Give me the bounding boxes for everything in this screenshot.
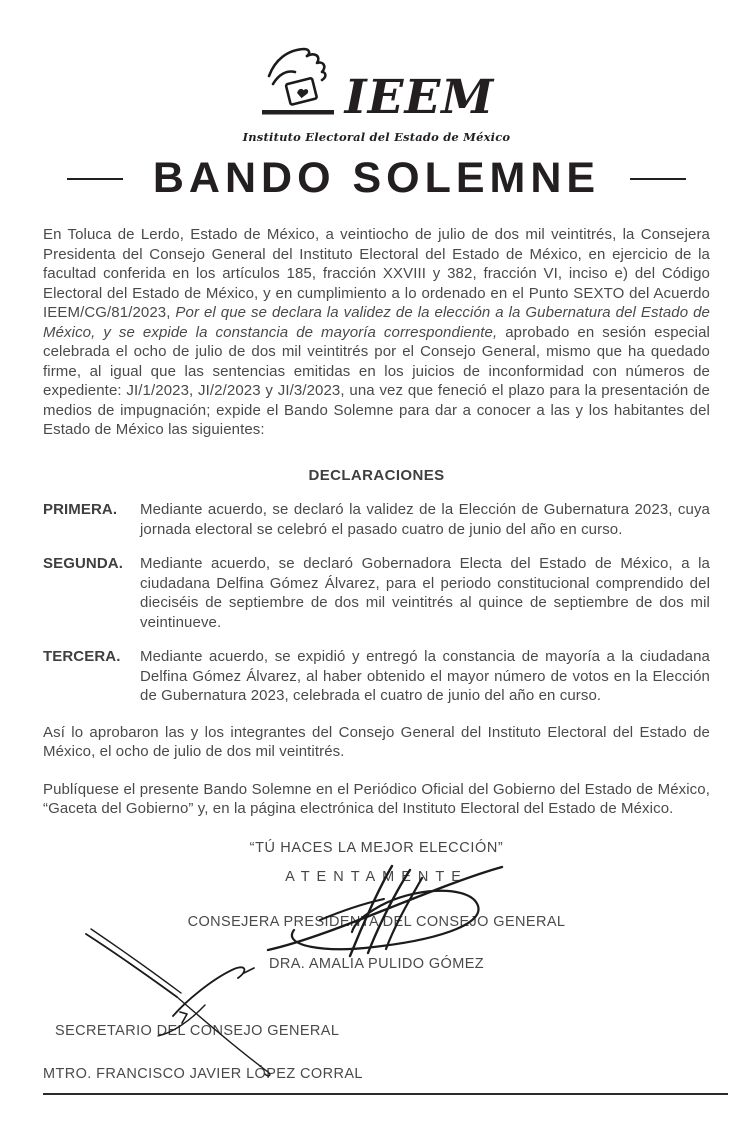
title-left-rule xyxy=(67,178,123,180)
institutional-slogan: “TÚ HACES LA MEJOR ELECCIÓN” xyxy=(249,839,504,856)
logo-acronym: IEEM xyxy=(344,70,495,125)
publication-paragraph: Publíquese el presente Bando Solemne en el Periódico Oficial del Gobierno del Estado de México, “Gaceta del Gobierno” y, en la página electrónica del Instituto Electoral del Estado de México. xyxy=(43,780,710,818)
intro-agreement-title: Por el que se declara la validez de la elección a la Gubernatura del Estado de México, y se expide la constancia de mayoría correspondiente, xyxy=(43,304,711,341)
declaration-label: PRIMERA. xyxy=(43,501,118,519)
ieem-logo xyxy=(43,46,710,144)
secretary-name-line: MTRO. FRANCISCO JAVIER LÓPEZ CORRAL xyxy=(43,1065,363,1082)
intro-part2: aprobado en sesión especial celebrada el ocho de julio de dos mil veintitrés por el Consejo General, mismo que ha quedado firme, al igual que las sentencias emitidas en los juicios de inconformidad con números de expediente: JI/1/2023, JI/2/2023 y JI/3/2023, una vez que feneció el plazo para la presentación de medios de impugnación; expide el Bando Solemne para dar a conocer a las y los habitantes del Estado de México las siguientes: xyxy=(43,323,710,439)
declaration-text: Mediante acuerdo, se declaró la validez de la Elección de Gubernatura 2023, cuya jornada electoral se celebró el pasado cuatro de junio del año en curso. xyxy=(140,501,710,538)
page-title: BANDO SOLEMNE xyxy=(152,154,601,202)
intro-paragraph xyxy=(43,225,710,440)
document-title-row xyxy=(43,156,710,201)
logo-caption: Instituto Electoral del Estado de México xyxy=(242,130,511,144)
declaration-label: SEGUNDA. xyxy=(43,555,123,573)
secretary-role-line: SECRETARIO DEL CONSEJO GENERAL xyxy=(55,1022,340,1039)
declaration-primera xyxy=(43,500,710,539)
hand-casting-ballot-icon xyxy=(259,46,339,127)
president-role-line: CONSEJERA PRESIDENTA DEL CONSEJO GENERAL xyxy=(187,913,566,930)
president-name-line: DRA. AMALIA PULIDO GÓMEZ xyxy=(268,955,485,972)
title-right-rule xyxy=(630,178,686,180)
secretary-signature xyxy=(76,926,300,1082)
declaration-text: Mediante acuerdo, se declaró Gobernadora Electa del Estado de México, a la ciudadana Delfina Gómez Álvarez, para el periodo constitucional comprendido del dieciséis de septiembre de dos mil veintitrés al quince de septiembre de dos mil veintinueve. xyxy=(140,555,710,631)
bottom-divider xyxy=(43,1093,728,1095)
intro-part1: En Toluca de Lerdo, Estado de México, a veintiocho de julio de dos mil veintitrés, la Consejera Presidenta del Consejo General del Instituto Electoral del Estado de México, en ejercicio de la facultad conferida en los artículos 185, fracción XXVIII y 382, fracción VI, inciso e) del Código Electoral del Estado de México, y en cumplimiento a lo ordenado en el Punto SEXTO del Acuerdo IEEM/CG/81/2023, xyxy=(43,226,710,322)
declaration-label: TERCERA. xyxy=(43,648,121,666)
declaration-segunda xyxy=(43,554,710,632)
declaration-tercera xyxy=(43,647,710,706)
declaration-text: Mediante acuerdo, se expidió y entregó la constancia de mayoría a la ciudadana Delfina Gómez Álvarez, al haber obtenido el mayor número de votos en la Elección de Gubernatura 2023, celebrada el cuatro de junio del año en curso. xyxy=(140,648,710,705)
salutation: ATENTAMENTE xyxy=(285,868,468,885)
declarations-heading: DECLARACIONES xyxy=(308,466,445,484)
approval-paragraph: Así lo aprobaron las y los integrantes del Consejo General del Instituto Electoral del Estado de México, el ocho de julio de dos mil veintitrés. xyxy=(43,723,710,761)
